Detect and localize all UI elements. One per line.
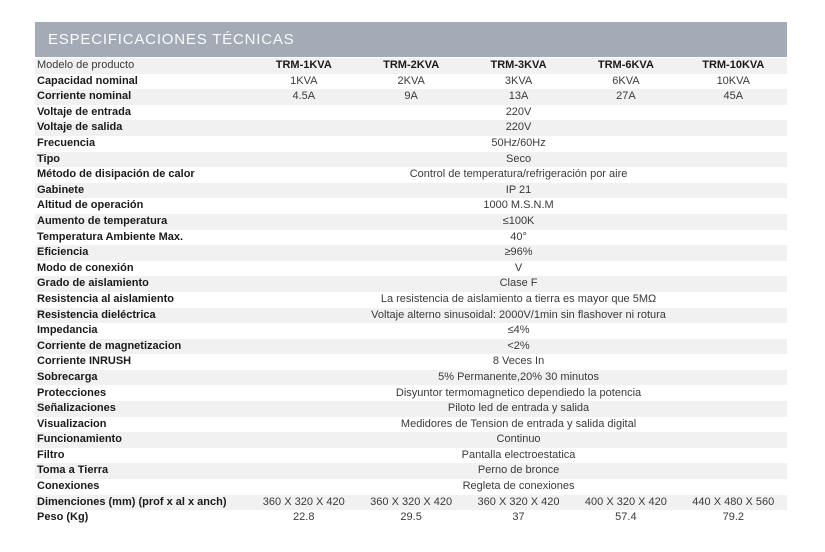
- cell-span-value: La resistencia de aislamiento a tierra es mayor que 5MΩ: [380, 292, 657, 305]
- row-label: Dimenciones (mm) (prof x al x anch): [37, 495, 227, 508]
- row-label: Eficiencia: [37, 246, 89, 259]
- cell-span-value: 5% Permanente,20% 30 minutos: [438, 370, 599, 383]
- table-row: [35, 417, 787, 433]
- table-row: [35, 261, 787, 277]
- row-label: Filtro: [37, 448, 65, 461]
- spec-sheet: [35, 22, 787, 526]
- section-header-bar: [35, 22, 787, 57]
- cell-value: 1KVA: [290, 74, 318, 87]
- column-header: TRM-1KVA: [275, 59, 332, 72]
- row-label: Tipo: [37, 152, 61, 165]
- model-row-label: Modelo de producto: [37, 59, 135, 72]
- cell-span-value: 220V: [505, 121, 532, 134]
- row-label: Impedancia: [37, 324, 98, 337]
- table-row: [35, 276, 787, 292]
- cell-span-value: ≤4%: [507, 324, 530, 337]
- cell-value: 37: [512, 511, 525, 524]
- spec-table: [35, 58, 787, 526]
- table-row: [35, 495, 787, 511]
- cell-value: 360 X 320 X 420: [477, 495, 560, 508]
- table-row: [35, 432, 787, 448]
- row-label: Toma a Tierra: [37, 464, 109, 477]
- cell-value: 6KVA: [612, 74, 640, 87]
- table-row: [35, 245, 787, 261]
- section-title: ESPECIFICACIONES TÉCNICAS: [48, 31, 295, 48]
- table-row: [35, 105, 787, 121]
- cell-span-value: Medidores de Tension de entrada y salida digital: [400, 417, 637, 430]
- table-row: [35, 385, 787, 401]
- cell-span-value: Control de temperatura/refrigeración por aire: [409, 168, 628, 181]
- row-label: Aumento de temperatura: [37, 214, 168, 227]
- table-row: [35, 401, 787, 417]
- row-label: Peso (Kg): [37, 511, 89, 524]
- cell-span-value: ≥96%: [504, 246, 533, 259]
- cell-span-value: 40°: [510, 230, 527, 243]
- cell-value: 4.5A: [292, 90, 316, 103]
- table-row: [35, 292, 787, 308]
- cell-span-value: 50Hz/60Hz: [491, 137, 546, 150]
- cell-value: 9A: [404, 90, 418, 103]
- cell-span-value: 220V: [505, 105, 532, 118]
- row-label: Método de disipación de calor: [37, 168, 195, 181]
- cell-value: 45A: [723, 90, 744, 103]
- spec-table-body: [35, 58, 787, 526]
- cell-span-value: Voltaje alterno sinusoidal: 2000V/1min sin flashover ni rotura: [371, 308, 666, 321]
- column-header: TRM-6KVA: [597, 59, 654, 72]
- table-row: [35, 74, 787, 90]
- cell-span-value: <2%: [507, 339, 530, 352]
- row-label: Sobrecarga: [37, 370, 98, 383]
- table-row: [35, 136, 787, 152]
- table-row: [35, 354, 787, 370]
- cell-value: 13A: [508, 90, 529, 103]
- table-row: [35, 183, 787, 199]
- cell-value: 2KVA: [397, 74, 425, 87]
- row-label: Temperatura Ambiente Max.: [37, 230, 184, 243]
- table-row: [35, 120, 787, 136]
- row-label: Gabinete: [37, 183, 85, 196]
- cell-span-value: Regleta de conexiones: [462, 480, 575, 493]
- row-label: Corriente nominal: [37, 90, 132, 103]
- cell-value: 3KVA: [504, 74, 533, 87]
- table-row: [35, 230, 787, 246]
- row-label: Frecuencia: [37, 137, 96, 150]
- table-row: [35, 339, 787, 355]
- row-label: Resistencia dieléctrica: [37, 308, 156, 321]
- cell-value: 400 X 320 X 420: [584, 495, 667, 508]
- row-label: Corriente de magnetizacion: [37, 339, 182, 352]
- row-label: Protecciones: [37, 386, 107, 399]
- row-label: Modo de conexión: [37, 261, 134, 274]
- row-label: Grado de aislamiento: [37, 277, 149, 290]
- row-label: Conexiones: [37, 480, 100, 493]
- cell-value: 10KVA: [716, 74, 750, 87]
- cell-span-value: IP 21: [505, 183, 532, 196]
- cell-value: 22.8: [293, 511, 315, 524]
- table-row: [35, 214, 787, 230]
- row-label: Capacidad nominal: [37, 74, 138, 87]
- cell-span-value: Perno de bronce: [477, 464, 560, 477]
- table-row: [35, 198, 787, 214]
- table-row: [35, 167, 787, 183]
- cell-span-value: 1000 M.S.N.M: [483, 199, 554, 212]
- row-label: Señalizaciones: [37, 402, 116, 415]
- table-row: [35, 308, 787, 324]
- column-header: TRM-3KVA: [490, 59, 547, 72]
- cell-span-value: Piloto led de entrada y salida: [447, 402, 590, 415]
- cell-span-value: Clase F: [499, 277, 538, 290]
- table-row: [35, 510, 787, 526]
- row-label: Voltaje de entrada: [37, 105, 131, 118]
- column-header: TRM-10KVA: [702, 59, 765, 72]
- column-header: TRM-2KVA: [383, 59, 440, 72]
- cell-value: 29.5: [400, 511, 422, 524]
- cell-value: 440 X 480 X 560: [692, 495, 775, 508]
- table-row: [35, 479, 787, 495]
- cell-value: 57.4: [615, 511, 637, 524]
- cell-span-value: ≤100K: [502, 214, 535, 227]
- cell-span-value: Continuo: [496, 433, 541, 446]
- cell-value: 27A: [616, 90, 636, 103]
- cell-value: 360 X 320 X 420: [370, 495, 453, 508]
- table-row: [35, 448, 787, 464]
- row-label: Voltaje de salida: [37, 121, 123, 134]
- row-label: Corriente INRUSH: [37, 355, 132, 368]
- row-label: Altitud de operación: [37, 199, 144, 212]
- cell-value: 79.2: [722, 511, 744, 524]
- row-label: Visualizacion: [37, 417, 107, 430]
- cell-value: 360 X 320 X 420: [262, 495, 345, 508]
- model-row: [35, 58, 787, 74]
- table-row: [35, 323, 787, 339]
- table-row: [35, 370, 787, 386]
- table-row: [35, 89, 787, 105]
- cell-span-value: Disyuntor termomagnetico dependiedo la potencia: [395, 386, 642, 399]
- cell-span-value: Seco: [506, 152, 532, 165]
- cell-span-value: V: [514, 261, 523, 274]
- cell-span-value: 8 Veces In: [492, 355, 545, 368]
- row-label: Funcionamiento: [37, 433, 122, 446]
- table-row: [35, 463, 787, 479]
- cell-span-value: Pantalla electroestatica: [461, 448, 576, 461]
- table-row: [35, 152, 787, 168]
- row-label: Resistencia al aislamiento: [37, 292, 174, 305]
